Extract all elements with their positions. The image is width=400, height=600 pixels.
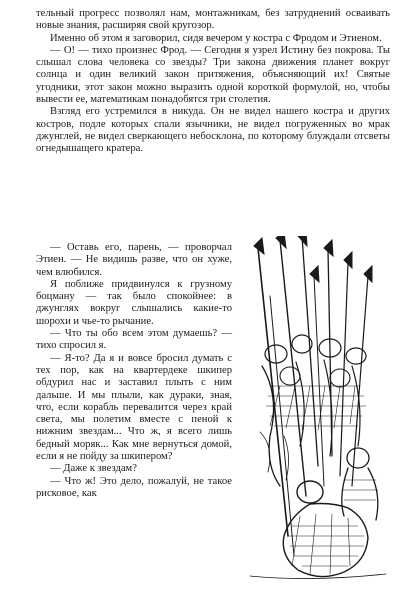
paragraph-dialogue: — О! — тихо произнес Фрод. — Сегодня я узрел Истину без покрова. Ты слышал слова человека со звезды? Три закона движения планет вокруг солнца и один великий закон притяжения, объясняющий их! Святые угодники, этот закон можно выразить одной короткой формулой, но, чтобы вывести ее, математикам понадобятся три столетия. — [36, 44, 390, 106]
ink-sketch-sailors-with-pikes-icon — [240, 236, 392, 584]
text-column — [36, 242, 232, 500]
paragraph-dialogue: — Что ж! Это дело, пожалуй, не такое рисковое, как — [36, 475, 232, 499]
paragraph-dialogue: — Даже к звездам? — [50, 463, 137, 475]
paragraph: Взгляд его устремился в никуда. Он не видел нашего костра и других костров, подле которых спали язычники, не видел погруженных во мрак джунглей, не видел сверкающего небосклона, по которому блуждали отсветы огнедышащего кратера. — [36, 106, 390, 155]
paragraph-dialogue: — Что ты обо всем этом думаешь? — тихо спросил я. — [36, 328, 232, 352]
paragraph-dialogue: — Я-то? Да я и вовсе бросил думать с тех пор, как на квартердеке шкипер обдурил нас и заставил плыть с ним дальше. И мы плыли, как дураки, зная, что, если корабль перевалится через край света, мы полетим вместе с пеной к нижним звездам... Что ж, я всего лишь бедный моряк... Как мне вернуться домой, если я не пойду за шкипером? — [36, 352, 232, 463]
top-text-block — [36, 8, 390, 156]
paragraph: Именно об этом я заговорил, сидя вечером у костра с Фродом и Этиеном. — [50, 32, 382, 44]
paragraph-continuation: тельный прогресс позволял нам, монтажникам, без затруднений осваивать новые знания, расширяя свой кругозор. — [36, 8, 390, 32]
paragraph-dialogue: — Оставь его, парень, — проворчал Этиен. — Не видишь разве, что он хуже, чем влюбился. — [36, 242, 232, 278]
paragraph: Я поближе придвинулся к грузному боцману — так было спокойнее: в джунглях вокруг слышались какие-то шорохи и чье-то рычание. — [36, 278, 232, 327]
